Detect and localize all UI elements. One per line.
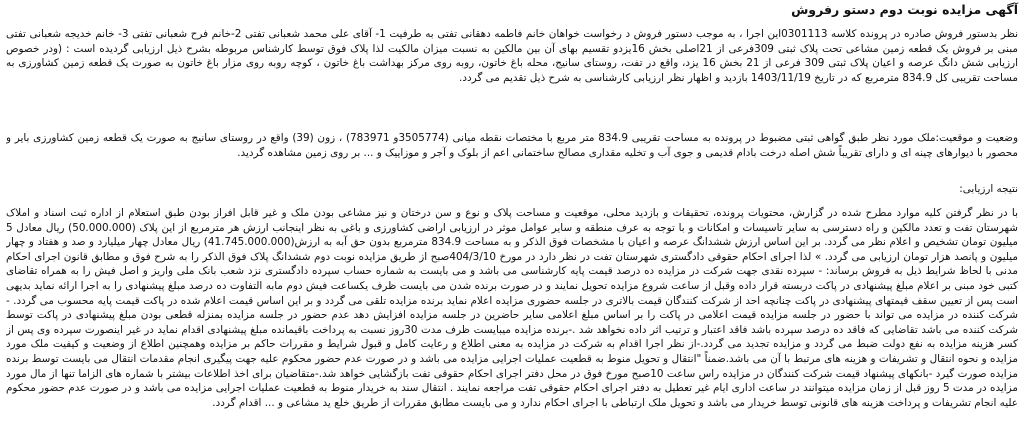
valuation-result-heading: نتیجه ارزیابی:	[959, 183, 1018, 195]
valuation-result-paragraph: با در نظر گرفتن کلیه موارد مطرح شده در گزارش، محتویات پرونده، تحقیقات و بازدید محلی، موقعیت و مساحت پلاک و نوع و سن درختان و نیز مشاعی بودن ملک و غیر قابل افراز بودن طبق استعلام از اداره ثبت اسناد و املاک شهرستان تفت و تعدد مالکین و راه دسترسی به سایر تاسیسات و امکانات و با توجه به عرف منطقه و سایر عوامل موثر در ارزیابی اراضی کشاورزی و باغی به نظر اینجانب ارزش هر مترمربع از این پلاک (50.000.000) ریال معادل 5 میلیون تومان تشخیص و اعلام نظر می گردد. بر این اساس ارزش ششدانگ عرصه و اعیان با مشخصات فوق الذکر و به مساحت 834.9 مترمربع بدون حق آبه به ارزش(41.745.000.000) ریال معادل چهار میلیارد و صد و هفتاد و چهار میلیون و پانصد هزار تومان ارزیابی می گردد. » لذا اجرای احکام حقوقی دادگستری شهرستان تفت در نظر دارد در مورخ 404/3/10صبح از طریق مزایده نوبت دوم ششدانگ پلاک فوق الذکر را به شرح فوق و مطابق قانون اجرای احکام مدنی با لحاظ شرایط ذیل به فروش برساند: - سپرده نقدی جهت شرکت در مزایده ده درصد قیمت پایه کارشناسی می باشد و می بایست به شماره حساب سپرده دادگستری نزد شعب بانک ملی واریز و اصل فیش را به همراه تقاضای کتبی خود مبنی بر اعلام مبلغ پیشنهادی در پاکت دربسته قرار داده وقبل از ساعت شروع مزایده تحویل نمایند و در صورت برنده شدن می بایست ظرف یکساعت فیش دوم مابه التفاوت ده درصد مبلغ پیشنهادی را به اجرا ارائه نماید بدیهی است پس از تعیین سقف قیمتهای پیشنهادی در پاکت چنانچه احد از شرکت کنندگان قیمت بالاتری در جلسه حضوری مزایده اعلام نماید برنده مزایده تلقی می گردد و بر این اساس قیمت اعلام شده در پاکت قیمت پایه محسوب می گردد. - شرکت کننده در مزایده می تواند با حضور در جلسه مزایده قیمت اعلامی در پاکت را بر اساس مبلغ اعلامی سایر حاضرین در جلسه مزایده افزایش دهد عدم حضور در جلسه مزایده بمنزله قطعی بودن مبلغ پیشنهادی در پاکت توسط شرکت کننده می باشد تقاضایی که فاقد ده درصد سپرده باشد فاقد اعتبار و ترتیب اثر داده نخواهد شد .-برنده مزایده میبایست ظرف مدت 30روز نسبت به پرداخت باقیمانده مبلغ پیشنهادی اقدام نماید در غیر اینصورت سپرده وی پس از کسر هزینه مزایده به نفع دولت ضبط می گردد و مزایده تجدید می گردد.-از نظر اجرا اقدام به شرکت در مزایده به معنی اطلاع و رعایت کامل و قبول شرایط و مقررات حاکم بر مزایده وهمچنین اطلاع از وضعیت و کیفیت ملک مورد مزایده و نحوه انتقال و تشریفات و هزینه های مرتبط با آن می باشد.ضمناً "انتقال و تحویل منوط به قطعیت عملیات اجرایی مزایده می باشد و در صورت عدم حضور محکوم علیه جهت پیگیری انجام مقدمات انتقال می بایست توسط برنده مزایده صورت گیرد -بانکهای پیشنهاد قیمت شرکت کنندگان در مزایده راس ساعت 10صبح مورخ فوق در محل دفتر اجرای احکام حقوقی تفت بازگشایی خواهد شد.-متقاضیان برای اخذ اطلاعات بیشتر با شماره های الزاما تنها از مال مورد مزایده در مدت 5 روز قبل از زمان مزایده میتوانند در ساعت اداری ایام غیر تعطیل به دفتر اجرای احکام حقوقی تفت مراجعه نمایند . انتقال سند به خریدار منوط به قطعیت عملیات اجرایی مزایده می باشد و در صورت عدم حضور محکوم علیه انجام تشریفات و پرداخت هزینه های قانونی توسط خریدار می باشد و تحویل ملک ارتباطی با اجرای احکام ندارد و می بایست مطابق مقررات از طریق خلع ید مشاعی و ... اقدام گردد.	[6, 207, 1018, 409]
property-status-paragraph: وضعیت و موقعیت:ملک مورد نظر طبق گواهی ثبتی مضبوط در پرونده به مساحت تقریبی 834.9 متر مربع با مختصات نقطه میانی (3505774و 783971) ، زون (39) واقع در روستای سانیج به صورت یک قطعه زمین کشاورزی بایر و محصور با دیوارهای چینه ای و دارای تقریباً شش اصله درخت بادام قدیمی و جوی آب و تخلیه مقداری مصالح ساختمانی اعم از بلوک و آجر و موزاییک و ... بر روی زمین مشاهده گردید.	[6, 132, 1018, 159]
sale-order-paragraph: نظر بدستور فروش صادره در پرونده کلاسه 0301113این اجرا ، به موجب دستور فروش د رخواست خواهان خانم فاطمه دهقانی تفتی به طرفیت 1- آقای علی محمد شعبانی تفتی 2-خانم فرح شعبانی تفتی 3- خانم خدیجه شعبانی تفتی مبنی بر فروش یک قطعه زمین مشاعی تحت پلاک ثبتی 309فرعی از 21اصلی بخش 16یزدو تقسیم بهای آن بین مالکین به نسبت میزان مالکیت لذا پلاک فوق توسط کارشناس مربوطه بشرح ذیل ارزیابی گردیده است : (ودر خصوص ارزیابی شش دانگ عرصه و اعیان پلاک ثبتی 309 فرعی از 21 بخش 16 یزد، واقع در تفت، روستای سانیج، محله باغ خاتون، روبه روی مرکز بهداشت باغ خاتون ، کوچه روبه روی مزار باغ خاتون به صورت یک قطعه زمین کشاورزی به مساحت تقریبی کل 834.9 مترمربع که در تاریخ 1403/11/19 بازدید و اظهار نظر ارزیابی کارشناسی به شرح ذیل تقدیم می گردد.	[6, 28, 1018, 84]
notice-title: آگهی مزایده نوبت دوم دستو رفروش	[791, 2, 1018, 17]
